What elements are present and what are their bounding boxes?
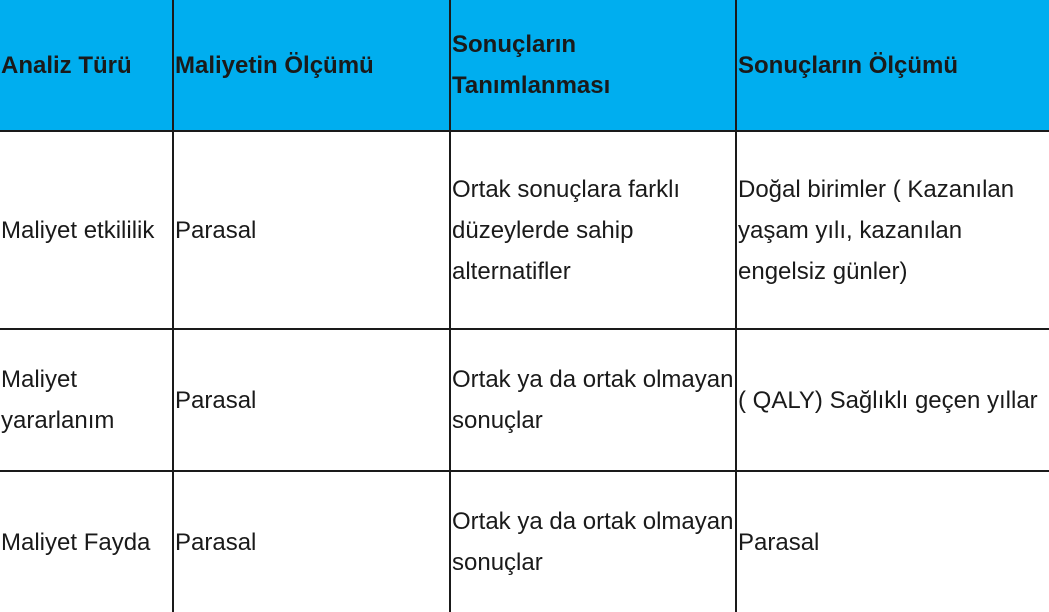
table-row: [0, 329, 1049, 471]
header-analysis-type: Analiz Türü: [0, 0, 173, 131]
header-outcome-measurement: Sonuçların Ölçümü: [736, 0, 1049, 131]
cell-outcome-definition: Ortak ya da ortak olmayan sonuçlar: [450, 471, 736, 612]
cell-outcome-definition: Ortak ya da ortak olmayan sonuçlar: [450, 329, 736, 471]
cell-cost-measurement: Parasal: [173, 329, 450, 471]
cell-analysis-type: Maliyet etkililik: [0, 131, 173, 329]
cell-outcome-measurement: Doğal birimler ( Kazanılan yaşam yılı, kazanılan engelsiz günler): [736, 131, 1049, 329]
cell-cost-measurement: Parasal: [173, 131, 450, 329]
header-cost-measurement: Maliyetin Ölçümü: [173, 0, 450, 131]
cell-analysis-type: Maliyet yararlanım: [0, 329, 173, 471]
table-row: [0, 471, 1049, 612]
table-header: [0, 0, 1049, 131]
cell-outcome-measurement: ( QALY) Sağlıklı geçen yıllar: [736, 329, 1049, 471]
header-row: [0, 0, 1049, 131]
table-row: [0, 131, 1049, 329]
cell-outcome-measurement: Parasal: [736, 471, 1049, 612]
cell-cost-measurement: Parasal: [173, 471, 450, 612]
table-body: [0, 131, 1049, 612]
cell-outcome-definition: Ortak sonuçlara farklı düzeylerde sahip alternatifler: [450, 131, 736, 329]
cell-analysis-type: Maliyet Fayda: [0, 471, 173, 612]
header-outcome-definition: Sonuçların Tanımlanması: [450, 0, 736, 131]
